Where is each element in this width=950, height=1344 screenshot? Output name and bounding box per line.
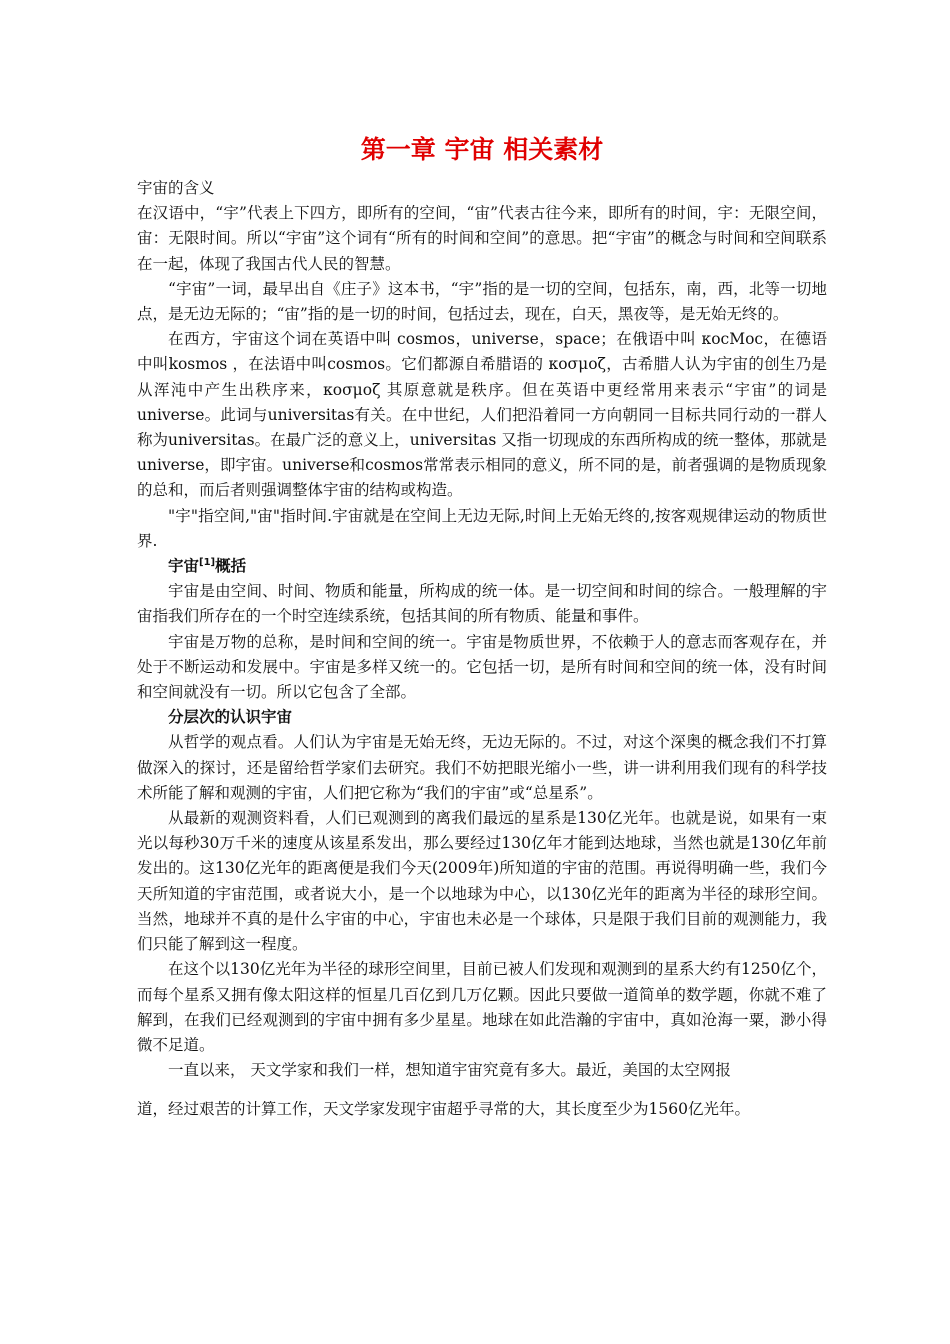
- paragraph-10-start: 一直以来， 天文学家和我们一样，想知道宇宙究竟有多大。最近，美国的太空网报: [168, 1061, 731, 1080]
- section-label: 宇宙的含义: [137, 179, 215, 197]
- heading-text-tail: 概括: [215, 557, 247, 576]
- section-heading-levels: 分层次的认识宇宙: [168, 708, 293, 727]
- paragraph-6: 宇宙是万物的总称，是时间和空间的统一。宇宙是物质世界，不依赖于人的意志而客观存在，并处于不断运动和发展中。宇宙是多样又统一的。它包括一切，是所有时间和空间的统一体，没有时间和空间就没有一切。所以它包含了全部。: [137, 632, 827, 702]
- paragraph-7: 从哲学的观点看。人们认为宇宙是无始无终，无边无际的。不过，对这个深奥的概念我们不打算做深入的探讨，还是留给哲学家们去研究。我们不妨把眼光缩小一些，讲一讲利用我们现有的科学技术所能了解和观测的宇宙，人们把它称为“我们的宇宙”或“总星系”。: [137, 733, 827, 802]
- heading-text: 宇宙: [168, 557, 200, 576]
- paragraph-10-end: 道，经过艰苦的计算工作，天文学家发现宇宙超乎寻常的大，其长度至少为1560亿光年。: [137, 1100, 750, 1119]
- paragraph-3: 在西方，宇宙这个词在英语中叫 cosmos，universe，space；在俄语中叫 κocMoc，在德语中叫kosmos ，在法语中叫cosmos。它们都源自希腊语的 κοσμοζ，古希腊人认为宇宙的创生乃是从浑沌中产生出秩序来，κοσμοζ 其原意就是秩序。但在英语中更经常用来表示“宇宙”的词是universe。此词与universitas有关。在中世纪，人们把沿着同一方向朝同一目标共同行动的一群人称为universitas。在最广泛的意义上，universitas 又指一切现成的东西所构成的统一整体，那就是universe，即宇宙。universe和cosmos常常表示相同的意义，所不同的是，前者强调的是物质现象的总和，而后者则强调整体宇宙的结构或构造。: [137, 330, 827, 500]
- paragraph-9: 在这个以130亿光年为半径的球形空间里，目前已被人们发现和观测到的星系大约有1250亿个，而每个星系又拥有像太阳这样的恒星几百亿到几万亿颗。因此只要做一道简单的数学题，你就不难了解到，在我们已经观测到的宇宙中拥有多少星星。地球在如此浩瀚的宇宙中，真如沧海一粟，渺小得微不足道。: [137, 960, 827, 1054]
- document-page: [137, 130, 827, 1123]
- paragraph-2: “宇宙”一词，最早出自《庄子》这本书，“宇”指的是一切的空间，包括东，南，西，北等一切地点，是无边无际的；“宙”指的是一切的时间，包括过去，现在，白天，黑夜等，是无始无终的。: [137, 279, 827, 324]
- paragraph-8: 从最新的观测资料看，人们已观测到的离我们最远的星系是130亿光年。也就是说，如果有一束光以每秒30万千米的速度从该星系发出，那么要经过130亿年才能到达地球，当然也就是130亿年前发出的。这130亿光年的距离便是我们今天(2009年)所知道的宇宙的范围。再说得明确一些，我们今天所知道的宇宙范围，或者说大小，是一个以地球为中心，以130亿光年的距离为半径的球形空间。当然，地球并不真的是什么宇宙的中心，宇宙也未必是一个球体，只是限于我们目前的观测能力，我们只能了解到这一程度。: [137, 809, 827, 954]
- paragraph-4: "宇"指空间,"宙"指时间.宇宙就是在空间上无边无际,时间上无始无终的,按客观规律运动的物质世界.: [137, 506, 827, 550]
- paragraph-1: 在汉语中，“宇”代表上下四方，即所有的空间，“宙”代表古往今来，即所有的时间，宇：无限空间，宙：无限时间。所以“宇宙”这个词有“所有的时间和空间”的意思。把“宇宙”的概念与时间和空间联系在一起，体现了我国古代人民的智慧。: [137, 204, 827, 273]
- section-heading-overview: [137, 554, 827, 579]
- footnote-ref: [1]: [199, 556, 216, 568]
- paragraph-5: 宇宙是由空间、时间、物质和能量，所构成的统一体。是一切空间和时间的综合。一般理解的宇宙指我们所存在的一个时空连续系统，包括其间的所有物质、能量和事件。: [137, 582, 827, 626]
- page-title: 第一章 宇宙 相关素材: [360, 135, 604, 164]
